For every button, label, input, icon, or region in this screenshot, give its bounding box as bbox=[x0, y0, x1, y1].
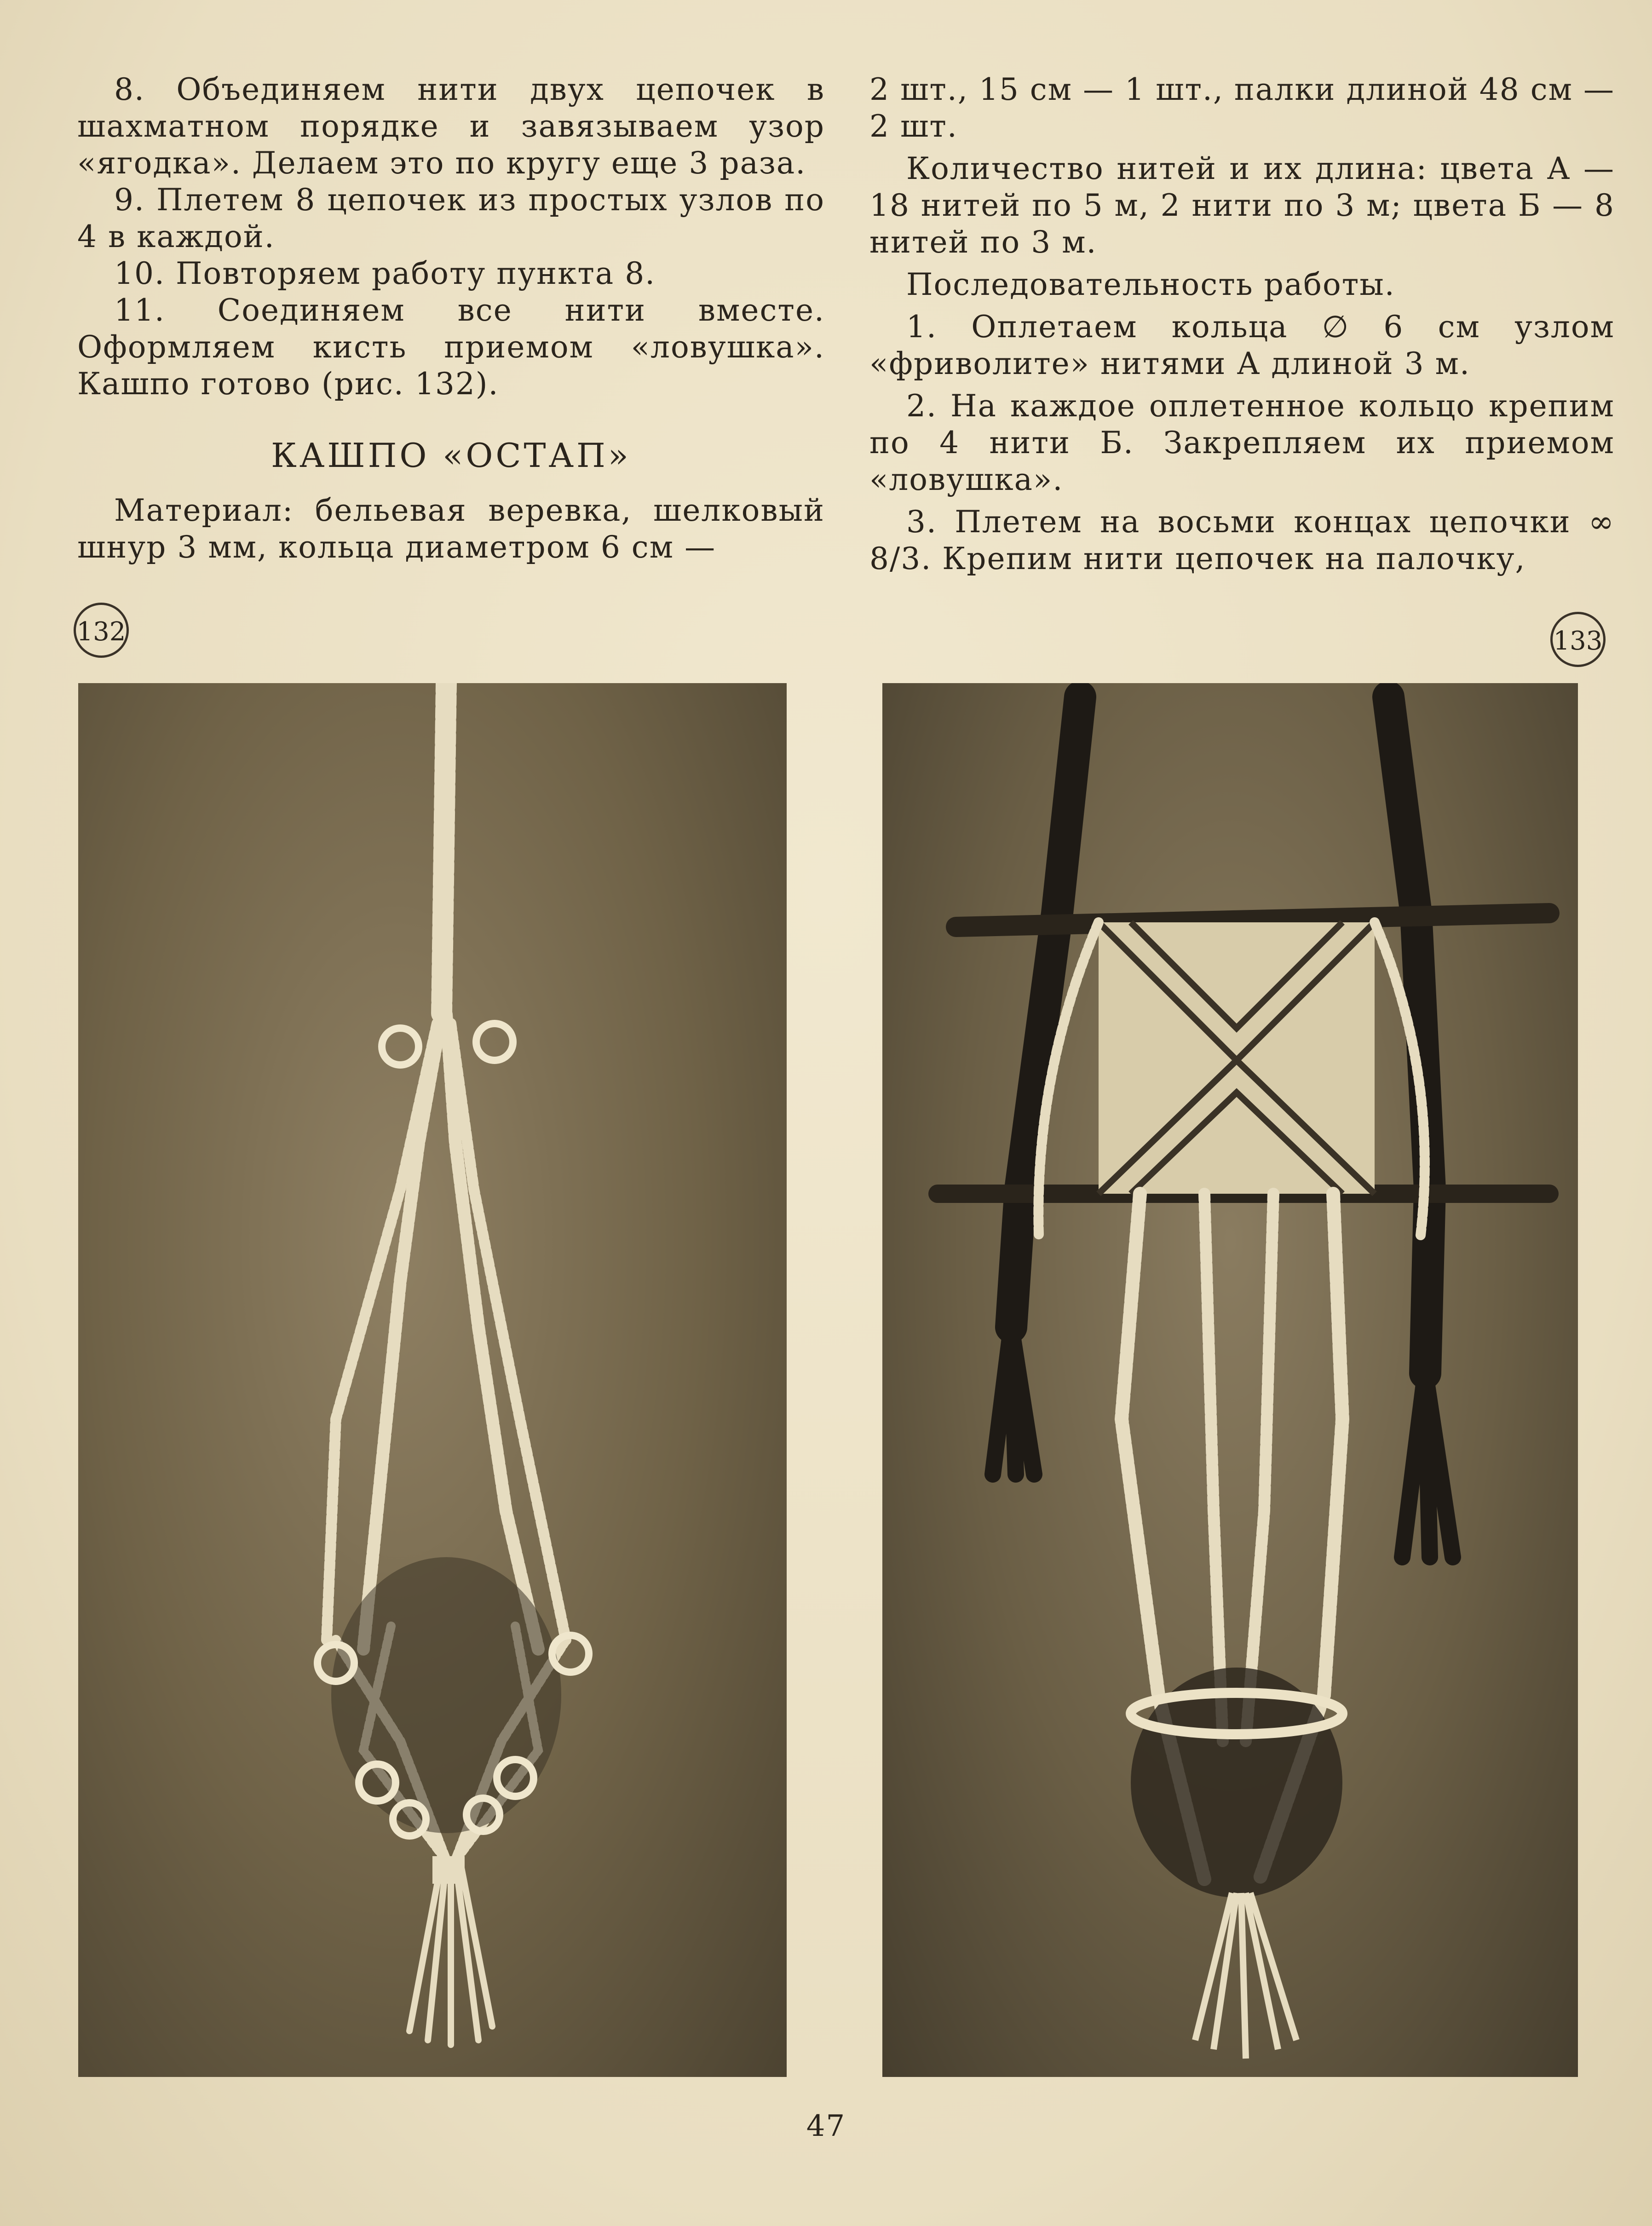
threads-text: Количество нитей и их длина: цвета А — 18 нитей по 5 м, 2 нити по 3 м; цвета Б — 8 нитей по 3 м. bbox=[869, 151, 1615, 260]
page-number: 47 bbox=[806, 2109, 846, 2143]
step-8: 8. Объединяем нити двух цепочек в шахматном порядке и завязываем узор «ягодка». Делаем это по кругу еще 3 раза. bbox=[77, 72, 825, 181]
material-text: Материал: бельевая веревка, шелковый шнур 3 мм, кольца диаметром 6 см — bbox=[77, 493, 825, 565]
figure-number-132: 132 bbox=[74, 603, 129, 658]
ostap-step-3: 3. Плетем на восьми концах цепочки ∞ 8/3. Крепим нити цепочек на палочку, bbox=[869, 504, 1615, 576]
planter-133-illustration bbox=[882, 683, 1578, 2077]
step-9: 9. Плетем 8 цепочек из простых узлов по 4 в каждой. bbox=[77, 182, 825, 254]
ostap-step-1: 1. Оплетаем кольца ∅ 6 см узлом «фриволите» нитями А длиной 3 м. bbox=[869, 309, 1615, 381]
left-text-column bbox=[77, 71, 825, 566]
photo-planter-133 bbox=[882, 683, 1578, 2077]
figure-number-133: 133 bbox=[1550, 612, 1606, 667]
sequence-heading: Последовательность работы. bbox=[906, 267, 1395, 302]
planter-132-illustration bbox=[78, 683, 787, 2077]
right-text-column bbox=[869, 71, 1615, 577]
step-10: 10. Повторяем работу пункта 8. bbox=[114, 256, 656, 291]
ostap-step-2: 2. На каждое оплетенное кольцо крепим по 4 нити Б. Закрепляем их приемом «ловушка». bbox=[869, 388, 1615, 497]
material-continued: 2 шт., 15 см — 1 шт., палки длиной 48 см — 2 шт. bbox=[869, 72, 1615, 144]
photo-planter-132 bbox=[78, 683, 787, 2077]
section-heading: КАШПО «ОСТАП» bbox=[271, 436, 631, 475]
step-11: 11. Соединяем все нити вместе. Оформляем кисть приемом «ловушка». Кашпо готово (рис. 132). bbox=[77, 293, 825, 402]
